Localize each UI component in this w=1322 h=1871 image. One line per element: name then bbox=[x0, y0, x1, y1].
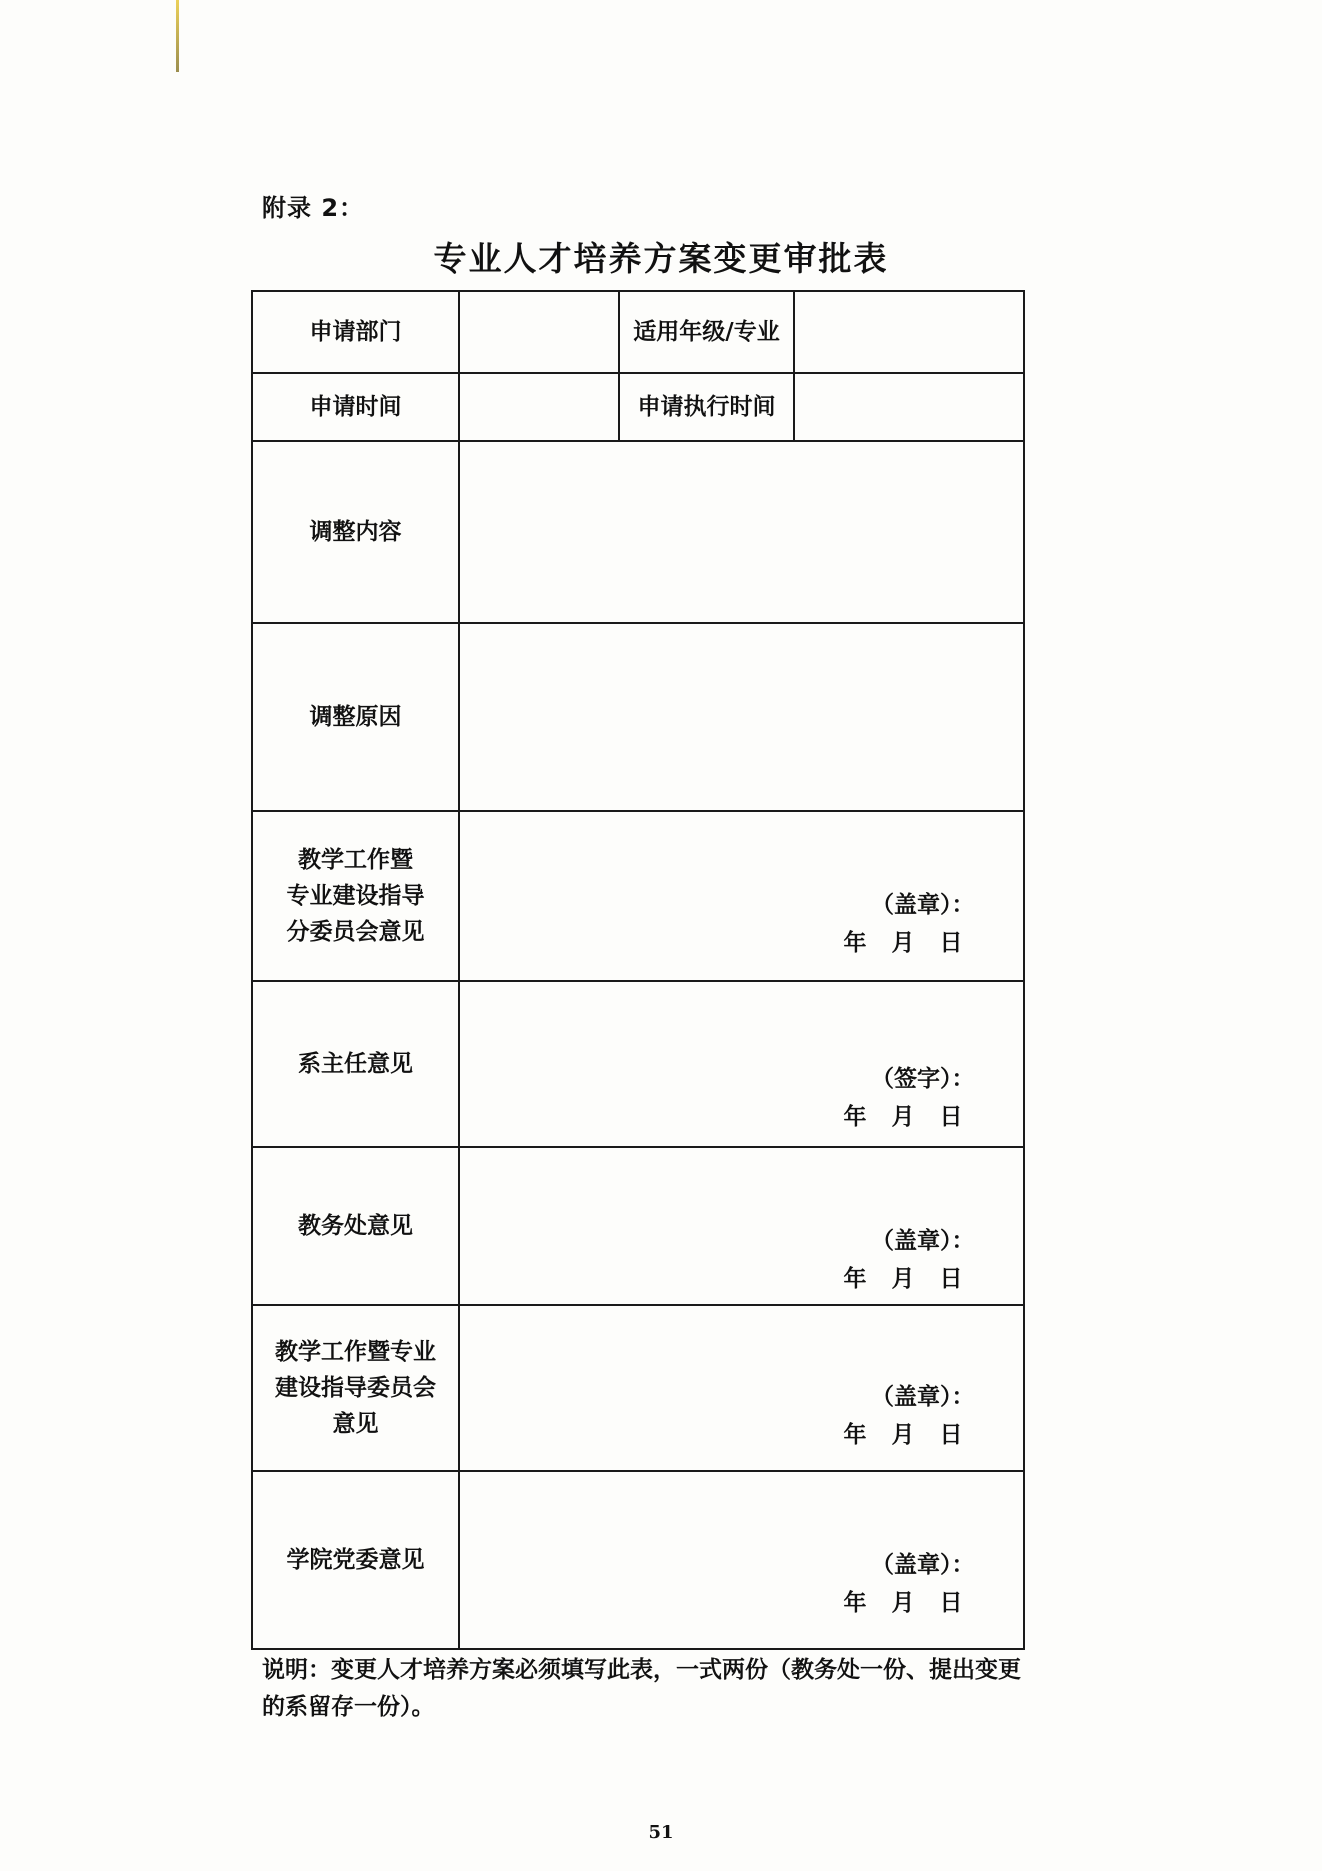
appendix-label: 附录 2： bbox=[262, 194, 365, 222]
day-label: 日 bbox=[939, 1266, 963, 1292]
signature-block bbox=[831, 1222, 975, 1298]
date-line bbox=[831, 1416, 975, 1454]
date-line bbox=[831, 1260, 975, 1298]
field-apply-department[interactable] bbox=[459, 291, 619, 373]
day-label: 日 bbox=[939, 1422, 963, 1448]
label-execution-time: 申请执行时间 bbox=[619, 373, 794, 441]
approval-form-table bbox=[251, 290, 1025, 1650]
signature-block bbox=[831, 1378, 975, 1454]
table-row bbox=[252, 1471, 1024, 1649]
year-label: 年 bbox=[843, 1266, 867, 1292]
field-adjustment-content[interactable] bbox=[459, 441, 1024, 623]
label-adjustment-reason: 调整原因 bbox=[252, 623, 459, 811]
table-row bbox=[252, 811, 1024, 981]
page-number: 51 bbox=[648, 1822, 674, 1843]
label-party-committee-opinion: 学院党委意见 bbox=[252, 1471, 459, 1649]
field-apply-time[interactable] bbox=[459, 373, 619, 441]
month-label: 月 bbox=[891, 1422, 915, 1448]
table-row bbox=[252, 1305, 1024, 1471]
seal-label: （盖章）： bbox=[871, 1384, 975, 1410]
year-label: 年 bbox=[843, 1590, 867, 1616]
label-apply-department: 申请部门 bbox=[252, 291, 459, 373]
form-title: 专业人才培养方案变更审批表 bbox=[433, 239, 889, 278]
date-line bbox=[831, 1098, 975, 1136]
month-label: 月 bbox=[891, 1590, 915, 1616]
month-label: 月 bbox=[891, 1104, 915, 1130]
table-row bbox=[252, 1147, 1024, 1305]
label-dept-head-opinion: 系主任意见 bbox=[252, 981, 459, 1147]
field-party-committee-opinion[interactable] bbox=[459, 1471, 1024, 1649]
label-adjustment-content: 调整内容 bbox=[252, 441, 459, 623]
form-note: 说明：变更人才培养方案必须填写此表，一式两份（教务处一份、提出变更的系留存一份）。 bbox=[262, 1657, 1021, 1720]
year-label: 年 bbox=[843, 1422, 867, 1448]
year-label: 年 bbox=[843, 930, 867, 956]
table-row bbox=[252, 291, 1024, 373]
table-row bbox=[252, 373, 1024, 441]
field-grade-major[interactable] bbox=[794, 291, 1024, 373]
scan-edge-mark bbox=[176, 0, 179, 72]
seal-label: （盖章）： bbox=[871, 1552, 975, 1578]
table-row bbox=[252, 441, 1024, 623]
seal-label: （盖章）： bbox=[871, 892, 975, 918]
day-label: 日 bbox=[939, 1104, 963, 1130]
label-subcommittee-opinion: 教学工作暨 专业建设指导 分委员会意见 bbox=[252, 811, 459, 981]
label-apply-time: 申请时间 bbox=[252, 373, 459, 441]
day-label: 日 bbox=[939, 1590, 963, 1616]
signature-block bbox=[831, 886, 975, 962]
month-label: 月 bbox=[891, 930, 915, 956]
field-committee-opinion[interactable] bbox=[459, 1305, 1024, 1471]
month-label: 月 bbox=[891, 1266, 915, 1292]
table-row bbox=[252, 623, 1024, 811]
field-academic-affairs-opinion[interactable] bbox=[459, 1147, 1024, 1305]
day-label: 日 bbox=[939, 930, 963, 956]
date-line bbox=[831, 1584, 975, 1622]
field-subcommittee-opinion[interactable] bbox=[459, 811, 1024, 981]
table-row bbox=[252, 981, 1024, 1147]
label-grade-major: 适用年级/专业 bbox=[619, 291, 794, 373]
date-line bbox=[831, 924, 975, 962]
field-adjustment-reason[interactable] bbox=[459, 623, 1024, 811]
year-label: 年 bbox=[843, 1104, 867, 1130]
seal-label: （盖章）： bbox=[871, 1228, 975, 1254]
field-execution-time[interactable] bbox=[794, 373, 1024, 441]
signature-block bbox=[831, 1060, 975, 1136]
signature-label: （签字）： bbox=[871, 1066, 975, 1092]
label-committee-opinion: 教学工作暨专业建设指导委员会意见 bbox=[252, 1305, 459, 1471]
signature-block bbox=[831, 1546, 975, 1622]
label-academic-affairs-opinion: 教务处意见 bbox=[252, 1147, 459, 1305]
field-dept-head-opinion[interactable] bbox=[459, 981, 1024, 1147]
